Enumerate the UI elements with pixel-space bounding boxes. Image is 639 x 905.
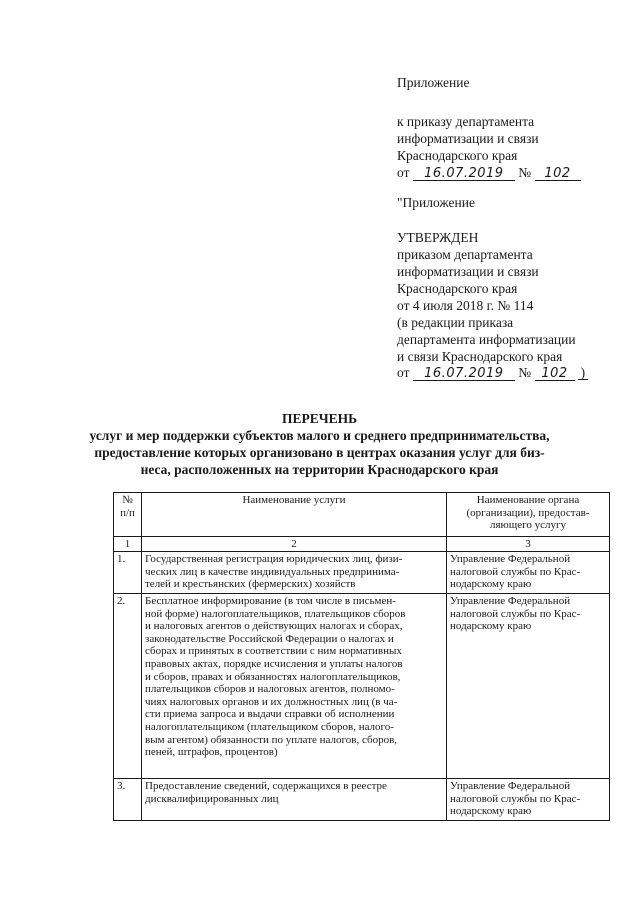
row-2-service-line: и налоговых агентов о действующих налогах и сборах, (145, 620, 403, 633)
row-1-service (142, 552, 447, 594)
approved-from-prefix: от (397, 365, 410, 380)
col-number-1: 1 (114, 537, 142, 552)
row-2-service (142, 594, 447, 779)
row-2-agency-line: налоговой службы по Крас- (450, 607, 581, 620)
title-heading: ПЕРЕЧЕНЬ (281, 411, 358, 426)
table-row (114, 594, 610, 779)
row-2-service-line: законодательстве Российской Федерации о налогах и (145, 632, 394, 645)
row-2-service-line: вым агентом) обязанности по уплате налогов, сборов, (145, 733, 398, 746)
row-2-service-line: и сборов, правах и обязанностях налогоплательщиков, (145, 670, 401, 683)
row-1-agency-line: нодарскому краю (450, 578, 532, 591)
row-1-agency (447, 552, 610, 594)
annex-label: Приложение (397, 75, 470, 90)
annex-number: 102 (535, 167, 581, 181)
row-1-service-line: ческих лиц в качестве индивидуальных предпринима- (145, 565, 400, 578)
table-header-row (114, 493, 610, 537)
annex-number-prefix: № (518, 165, 532, 180)
header-agency-cell (447, 493, 610, 537)
header-num-line-1: № (122, 494, 133, 506)
row-2-service-line: сборах и принятых в соответствии с ним нормативных (145, 645, 402, 658)
row-1-service-line: телей и крестьянских (фермерских) хозяйств (145, 578, 356, 591)
approved-line-2: информатизации и связи (397, 264, 539, 279)
approved-line-3: Краснодарского края (397, 281, 518, 296)
title-line-1: услуг и мер поддержки субъектов малого и среднего предпринимательства, (89, 428, 550, 443)
annex-line-1: к приказу департамента (397, 114, 535, 129)
row-3-service-line: дисквалифицированных лиц (145, 792, 279, 805)
approved-line-7: и связи Краснодарского края (397, 349, 563, 364)
approved-number: 102 (535, 367, 575, 381)
column-number-row (114, 537, 610, 552)
approved-close-paren: ) (578, 366, 588, 380)
table-row (114, 552, 610, 594)
annex-from-prefix: от (397, 165, 410, 180)
row-2-service-line: Бесплатное информирование (в том числе в письмен- (145, 595, 396, 607)
row-3-agency-line: Управление Федеральной (450, 780, 571, 792)
header-agency-line-3: ляющего услугу (490, 519, 566, 532)
approved-annex-label: "Приложение (397, 195, 475, 210)
annex-line-3: Краснодарского края (397, 148, 518, 163)
row-2-service-line: правовых актах, порядке исчисления и уплаты налогов (145, 657, 403, 670)
title-line-2: предоставление которых организовано в центрах оказания услуг для биз- (94, 445, 545, 460)
row-2-agency-line: нодарскому краю (450, 620, 532, 633)
header-agency-line-1: Наименование органа (476, 494, 580, 506)
header-num-line-2: п/п (120, 506, 135, 519)
approved-line-6: департамента информатизации (397, 332, 576, 347)
header-agency-line-2: (организации), предостав- (466, 506, 590, 519)
approved-date: 16.07.2019 (413, 367, 515, 381)
row-3-agency-line: нодарскому краю (450, 805, 532, 818)
approved-number-prefix: № (518, 365, 532, 380)
row-1-num: 1. (114, 552, 142, 594)
col-number-2: 2 (142, 537, 447, 552)
col-number-3: 3 (447, 537, 610, 552)
annex-date-line (397, 164, 581, 181)
row-2-service-line: налогоплательщиком (плательщиком сборов, налого- (145, 720, 394, 733)
approved-line-1: приказом департамента (397, 247, 533, 262)
services-table (113, 492, 610, 821)
annex-date: 16.07.2019 (413, 167, 515, 181)
row-3-service-line: Предоставление сведений, содержащихся в реестре (145, 780, 387, 792)
header-service-cell (142, 493, 447, 537)
table-row (114, 779, 610, 821)
row-3-service (142, 779, 447, 821)
approved-line-4: от 4 июля 2018 г. № 114 (397, 298, 534, 313)
header-service-line-1: Наименование услуги (242, 494, 346, 506)
row-2-num: 2. (114, 594, 142, 779)
annex-line-2: информатизации и связи (397, 131, 539, 146)
header-num-cell (114, 493, 142, 537)
title-line-3: неса, расположенных на территории Краснодарского края (140, 462, 499, 477)
row-3-agency-line: налоговой службы по Крас- (450, 792, 581, 805)
approved-date-line (397, 364, 588, 381)
row-1-agency-line: налоговой службы по Крас- (450, 565, 581, 578)
row-2-service-line: ной форме) налогоплательщиков, плательщиков сборов (145, 607, 406, 620)
row-1-agency-line: Управление Федеральной (450, 553, 571, 565)
row-2-service-line: пеней, штрафов, процентов) (145, 746, 278, 759)
approved-heading: УТВЕРЖДЕН (397, 230, 479, 245)
row-2-service-line: сти приема запроса и выдачи справки об исполнении (145, 708, 395, 721)
row-1-service-line: Государственная регистрация юридических лиц, физи- (145, 553, 403, 565)
row-2-service-line: плательщиков сборов и налоговых агентов, полномо- (145, 683, 395, 696)
approved-line-5: (в редакции приказа (397, 315, 514, 330)
row-2-agency-line: Управление Федеральной (450, 595, 571, 607)
row-3-agency (447, 779, 610, 821)
row-2-agency (447, 594, 610, 779)
row-3-num: 3. (114, 779, 142, 821)
row-2-service-line: чиях налоговых органов и их должностных лиц (в ча- (145, 695, 398, 708)
